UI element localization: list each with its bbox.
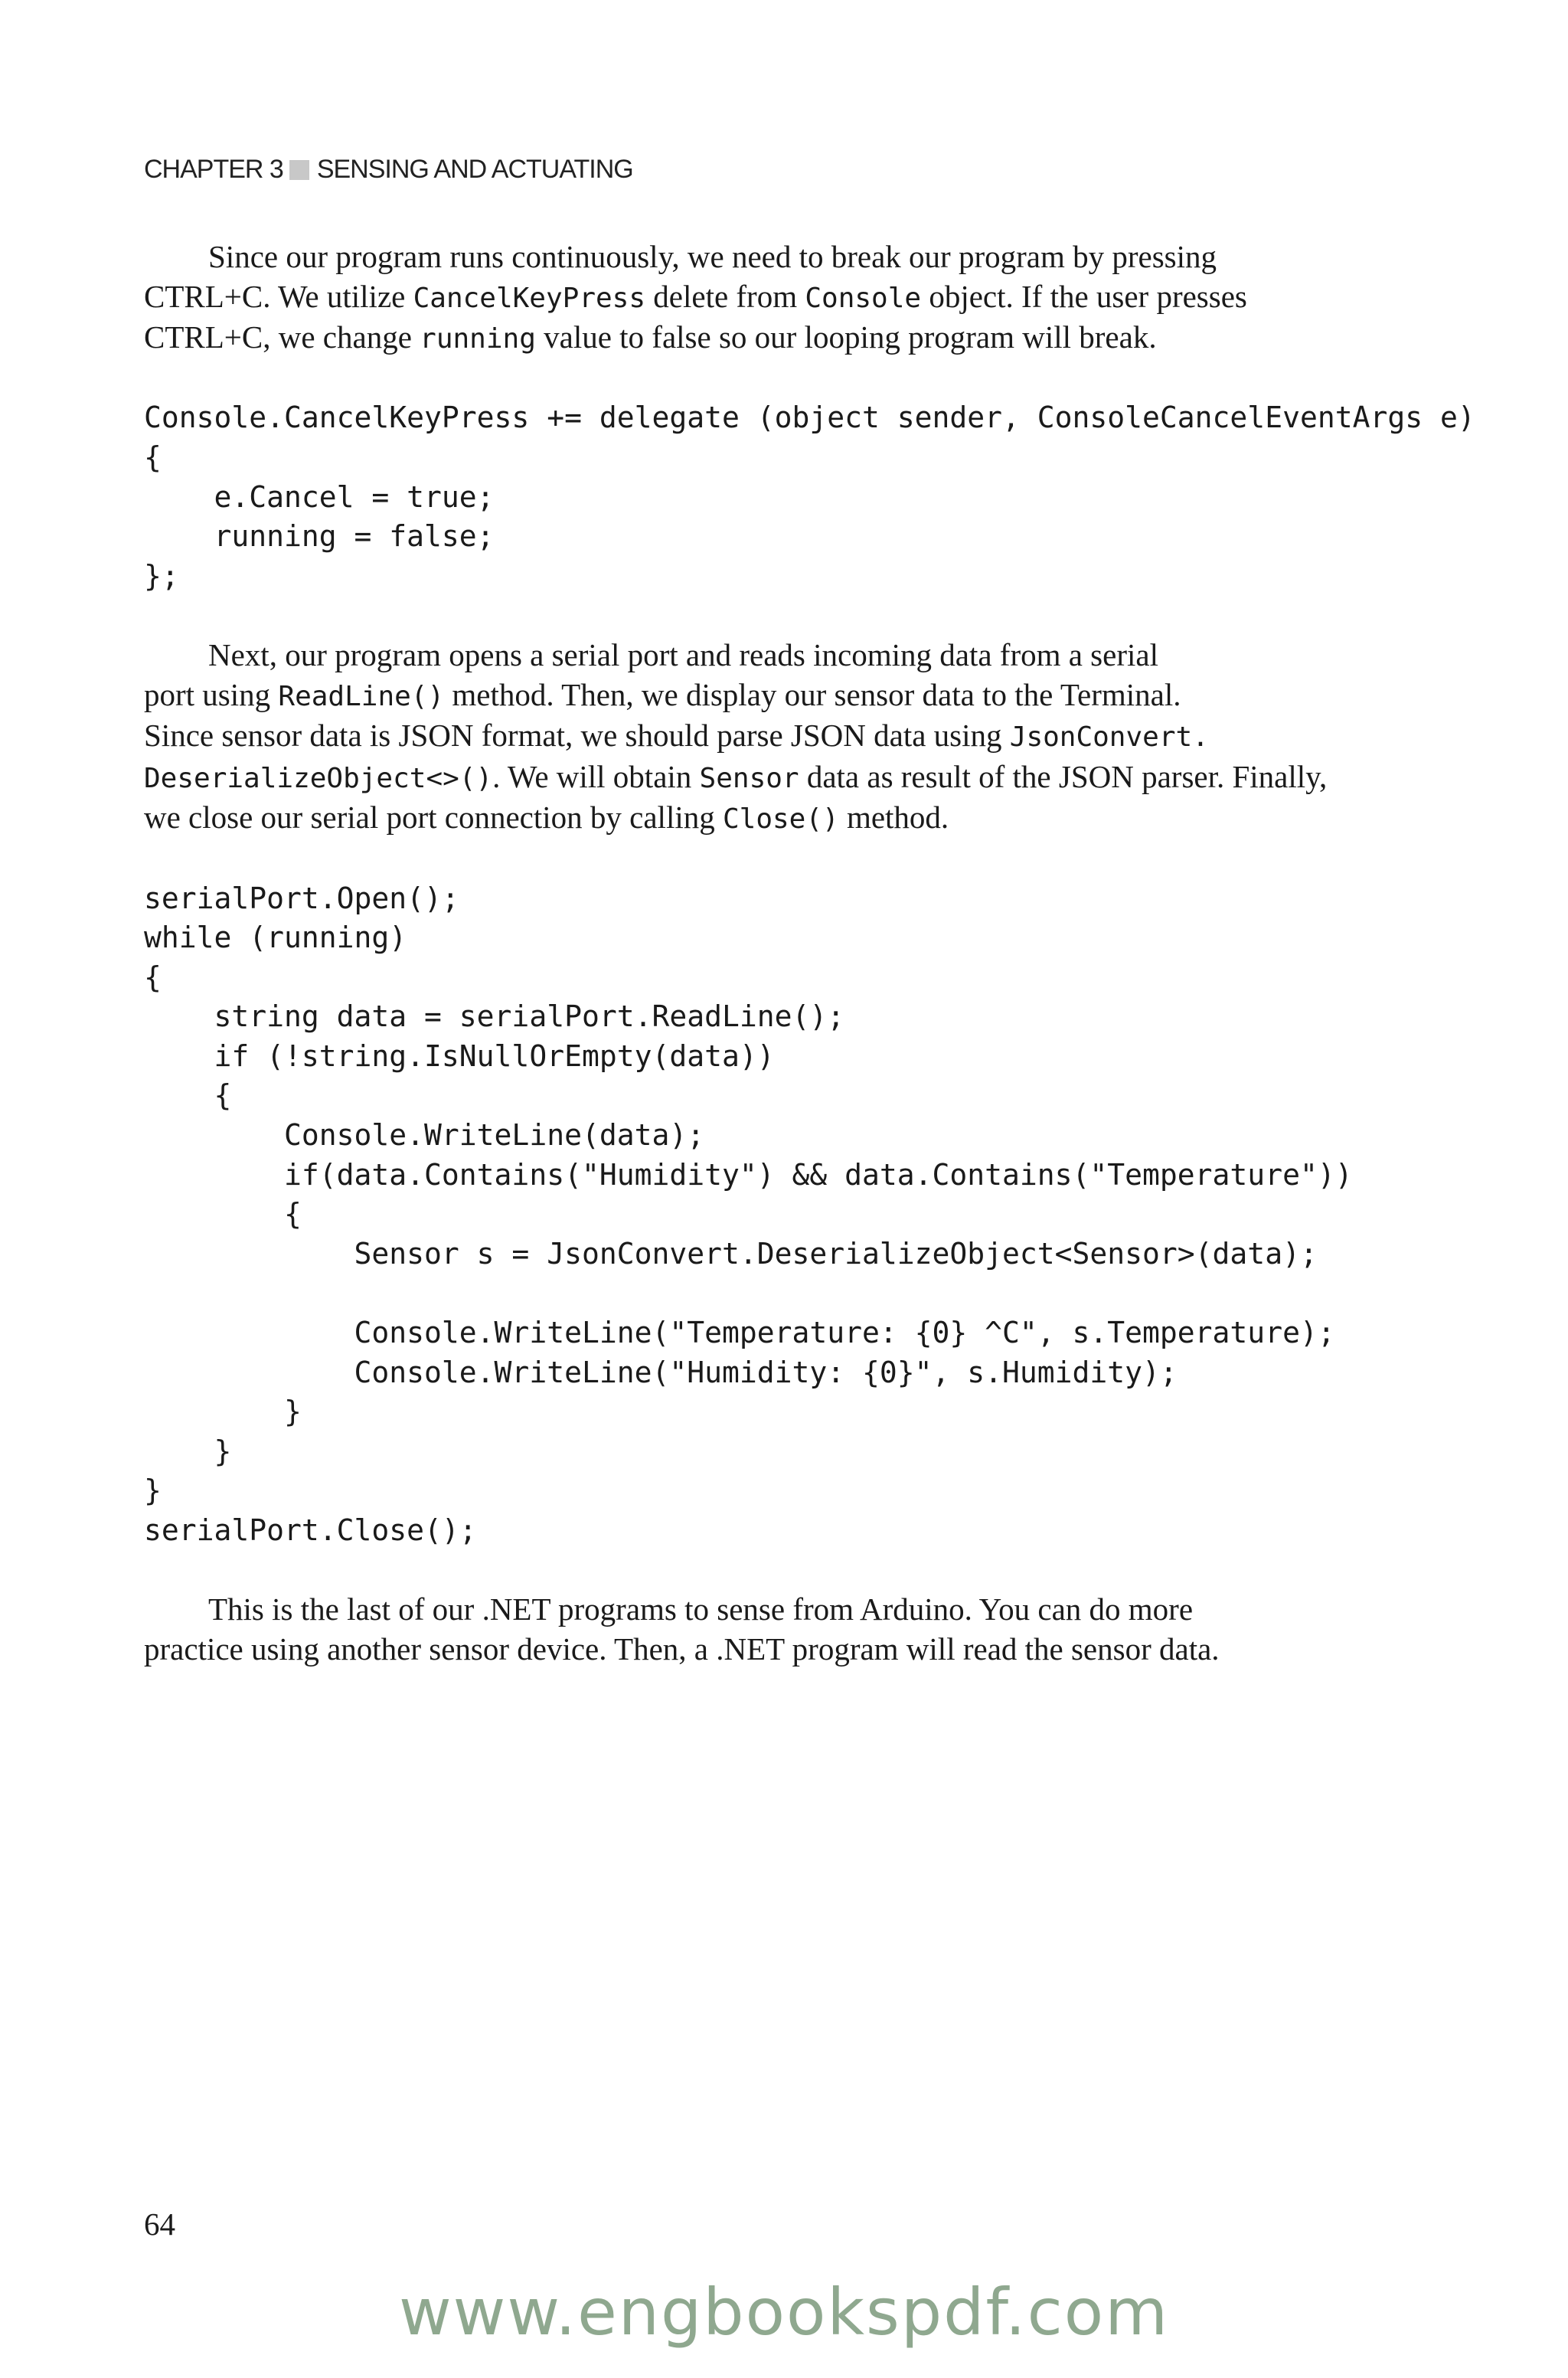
paragraph-3 <box>144 1590 1400 1669</box>
code-line: if (!string.IsNullOrEmpty(data)) <box>144 1039 775 1073</box>
inline-code-jsonconvert: JsonConvert. <box>1009 721 1209 754</box>
code-line: }; <box>144 558 179 593</box>
paragraph-1-line-3b: value to false so our looping program will break. <box>535 319 1157 355</box>
code-line: if(data.Contains("Humidity") && data.Contains("Temperature")) <box>144 1157 1353 1192</box>
paragraph-2-line-3a: Since sensor data is JSON format, we should parse JSON data using <box>144 718 1010 754</box>
paragraph-2-line-2b: method. Then, we display our sensor data to the Terminal. <box>444 676 1181 712</box>
code-line: Console.WriteLine(data); <box>144 1118 705 1153</box>
code-line: { <box>144 1078 232 1113</box>
header-separator-square <box>289 160 309 180</box>
watermark-url: www.engbookspdf.com <box>398 2275 1170 2350</box>
paragraph-1-line-2b: delete from <box>645 278 805 314</box>
paragraph-2-line-5b: method. <box>838 800 949 836</box>
code-line: { <box>144 440 162 474</box>
code-line: Console.WriteLine("Temperature: {0} ^C", s.Temperature); <box>144 1316 1335 1350</box>
paragraph-2-line-4a: . We will obtain <box>492 758 700 794</box>
code-line: string data = serialPort.ReadLine(); <box>144 999 845 1034</box>
code-line: { <box>144 1197 302 1232</box>
code-block-serial-loop <box>144 879 1400 1551</box>
code-line: } <box>144 1434 232 1468</box>
paragraph-1-line-2a: CTRL+C. We utilize <box>144 278 413 314</box>
inline-code-console: Console <box>805 282 922 314</box>
code-line: serialPort.Open(); <box>144 881 459 915</box>
paragraph-1-line-2c: object. If the user presses <box>921 278 1247 314</box>
page-body <box>144 237 1475 1669</box>
paragraph-3-line-2: practice using another sensor device. Then, a .NET program will read the sensor data. <box>144 1631 1220 1667</box>
running-header <box>144 155 633 185</box>
paragraph-2-line-2a: port using <box>144 676 279 712</box>
inline-code-cancelkeypress: CancelKeyPress <box>413 282 646 314</box>
paragraph-1-line-1: Since our program runs continuously, we need to break our program by pressing <box>208 239 1217 274</box>
code-line: } <box>144 1474 162 1508</box>
paragraph-2-line-5a: we close our serial port connection by calling <box>144 800 723 836</box>
inline-code-running: running <box>420 323 536 355</box>
paragraph-2 <box>144 636 1400 839</box>
code-line: e.Cancel = true; <box>144 479 495 514</box>
chapter-title: SENSING AND ACTUATING <box>316 155 633 184</box>
code-line: Sensor s = JsonConvert.DeserializeObject<Sensor>(data); <box>144 1236 1318 1271</box>
page-number: 64 <box>144 2206 175 2242</box>
inline-code-close: Close() <box>722 803 839 836</box>
inline-code-deserializeobject: DeserializeObject<>() <box>144 762 493 794</box>
paragraph-1 <box>144 237 1400 359</box>
code-line: } <box>144 1395 302 1429</box>
code-line: serialPort.Close(); <box>144 1513 477 1547</box>
paragraph-1-line-3a: CTRL+C, we change <box>144 319 420 355</box>
code-block-cancel-handler <box>144 398 1475 596</box>
chapter-label: CHAPTER 3 <box>144 155 283 184</box>
inline-code-sensor: Sensor <box>699 762 799 794</box>
code-line: running = false; <box>144 519 495 554</box>
code-line: { <box>144 960 162 994</box>
code-line: while (running) <box>144 921 407 955</box>
code-line: Console.CancelKeyPress += delegate (object sender, ConsoleCancelEventArgs e) <box>144 401 1475 435</box>
code-line: Console.WriteLine("Humidity: {0}", s.Humidity); <box>144 1355 1178 1389</box>
inline-code-readline: ReadLine() <box>278 680 445 712</box>
paragraph-2-line-1: Next, our program opens a serial port and reads incoming data from a serial <box>208 636 1158 672</box>
paragraph-2-line-4b: data as result of the JSON parser. Finally, <box>799 758 1328 794</box>
paragraph-3-line-1: This is the last of our .NET programs to sense from Arduino. You can do more <box>208 1591 1194 1627</box>
